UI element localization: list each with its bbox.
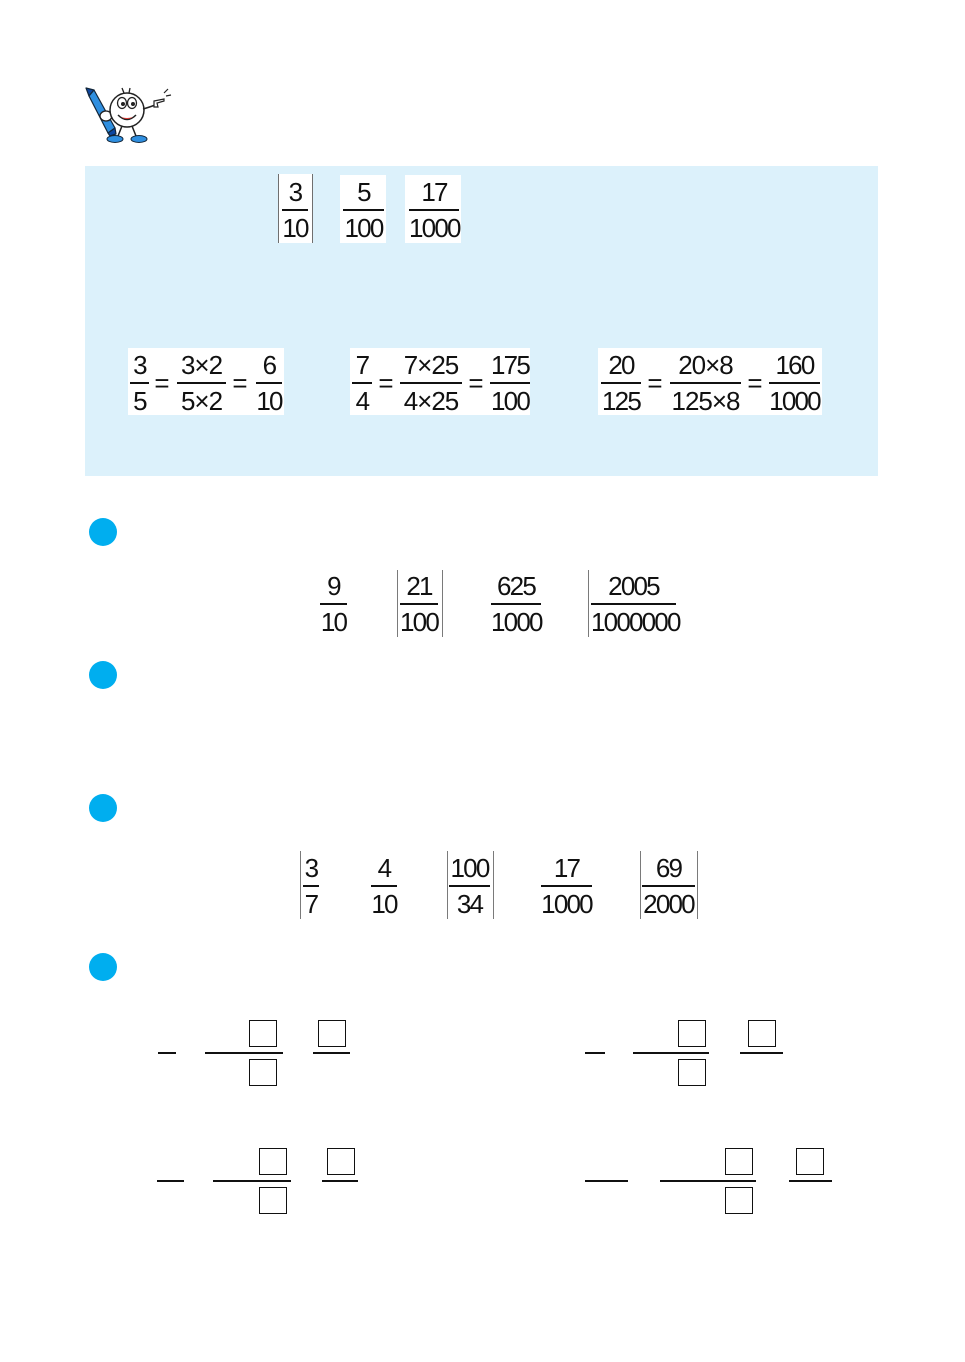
blue-bullet-icon [89,794,117,822]
answer-box [259,1148,287,1175]
fraction-denominator: 100 [400,607,438,637]
answer-line [585,1180,628,1182]
fraction [601,348,641,418]
fraction [491,569,541,639]
blue-bullet-icon [89,518,117,546]
fraction-denominator: 1000 [769,386,820,416]
fraction-denominator: 5×2 [180,386,223,416]
fraction-denominator: 1000000 [591,607,680,637]
equals-sign: = [647,368,663,398]
fraction-numerator: 7 [355,350,369,380]
fraction-bar [322,1180,358,1182]
fraction [177,348,226,418]
fraction [400,569,438,639]
fraction-numerator: 6 [262,350,276,380]
pencil-mascot-icon [84,86,172,146]
fraction-numerator: 3×2 [180,350,223,380]
equals-sign: = [232,368,248,398]
fraction-bar [789,1180,832,1182]
fraction-bar [660,1180,756,1182]
divider-line [697,851,698,919]
fraction-bar [633,1052,709,1054]
fraction-numerator: 20×8 [678,350,733,380]
equals-sign: = [378,368,394,398]
divider-line [588,570,589,637]
fraction-numerator: 3 [133,350,146,380]
fraction [449,851,490,921]
fraction [343,175,384,245]
fraction-denominator: 34 [456,889,483,919]
answer-box [748,1020,776,1047]
fraction-numerator: 17 [553,853,580,883]
fraction-bar [313,1052,350,1054]
fraction-numerator: 160 [775,350,814,380]
fraction [130,348,149,418]
fraction [371,851,397,921]
answer-line [158,1052,176,1054]
fraction-numerator: 2005 [608,571,659,601]
fraction [490,348,530,418]
fraction-denominator: 7 [304,889,318,919]
divider-line [300,851,301,919]
fraction-denominator: 10 [282,213,308,243]
fraction-numerator: 5 [357,177,370,207]
answer-box [249,1020,277,1047]
fraction-numerator: 7×25 [403,350,459,380]
fraction-denominator: 100 [491,386,529,416]
fraction-denominator: 5 [133,386,146,416]
fraction-denominator: 4 [355,386,369,416]
answer-box [249,1059,277,1086]
fraction-denominator: 1000 [409,213,460,243]
blue-bullet-icon [89,661,117,689]
fraction-numerator: 3 [304,853,318,883]
fraction-numerator: 625 [497,571,535,601]
fraction-numerator: 9 [327,571,340,601]
equals-sign: = [468,368,484,398]
fraction-denominator: 2000 [643,889,694,919]
fraction [303,851,319,921]
answer-box [678,1059,706,1086]
fraction [352,348,372,418]
fraction-denominator: 10 [371,889,397,919]
fraction [400,348,462,418]
fraction-denominator: 100 [344,213,383,243]
fraction-numerator: 3 [288,177,302,207]
answer-box [725,1148,753,1175]
answer-box [678,1020,706,1047]
divider-line [493,851,494,919]
answer-box [259,1187,287,1214]
fraction [320,569,347,639]
fraction-denominator: 125×8 [671,386,740,416]
fraction [409,175,459,245]
fraction [541,851,592,921]
divider-line [640,851,641,919]
answer-box [796,1148,824,1175]
divider-line [442,570,443,637]
fraction-numerator: 4 [377,853,391,883]
fraction-numerator: 17 [421,177,447,207]
fraction-denominator: 125 [602,386,640,416]
equals-sign: = [747,368,763,398]
fraction [670,348,741,418]
fraction [256,348,282,418]
fraction-bar [213,1180,291,1182]
answer-box [327,1148,355,1175]
fraction-denominator: 1000 [491,607,542,637]
fraction [642,851,695,921]
fraction-denominator: 10 [256,386,282,416]
info-box [85,166,878,476]
fraction-numerator: 20 [608,350,634,380]
answer-box [725,1187,753,1214]
fraction-numerator: 21 [406,571,432,601]
fraction-numerator: 69 [655,853,682,883]
blue-bullet-icon [89,953,117,981]
equals-sign: = [154,368,170,398]
fraction [591,569,680,639]
fraction [282,175,308,245]
divider-line [397,570,398,637]
answer-line [157,1180,184,1182]
fraction-bar [205,1052,283,1054]
fraction-denominator: 4×25 [403,386,459,416]
fraction-numerator: 100 [450,853,489,883]
fraction-denominator: 1000 [541,889,592,919]
answer-line [585,1052,605,1054]
fraction-bar [740,1052,783,1054]
answer-box [318,1020,346,1047]
divider-line [447,851,448,919]
fraction [769,348,820,418]
fraction-denominator: 10 [320,607,347,637]
fraction-numerator: 175 [491,350,529,380]
